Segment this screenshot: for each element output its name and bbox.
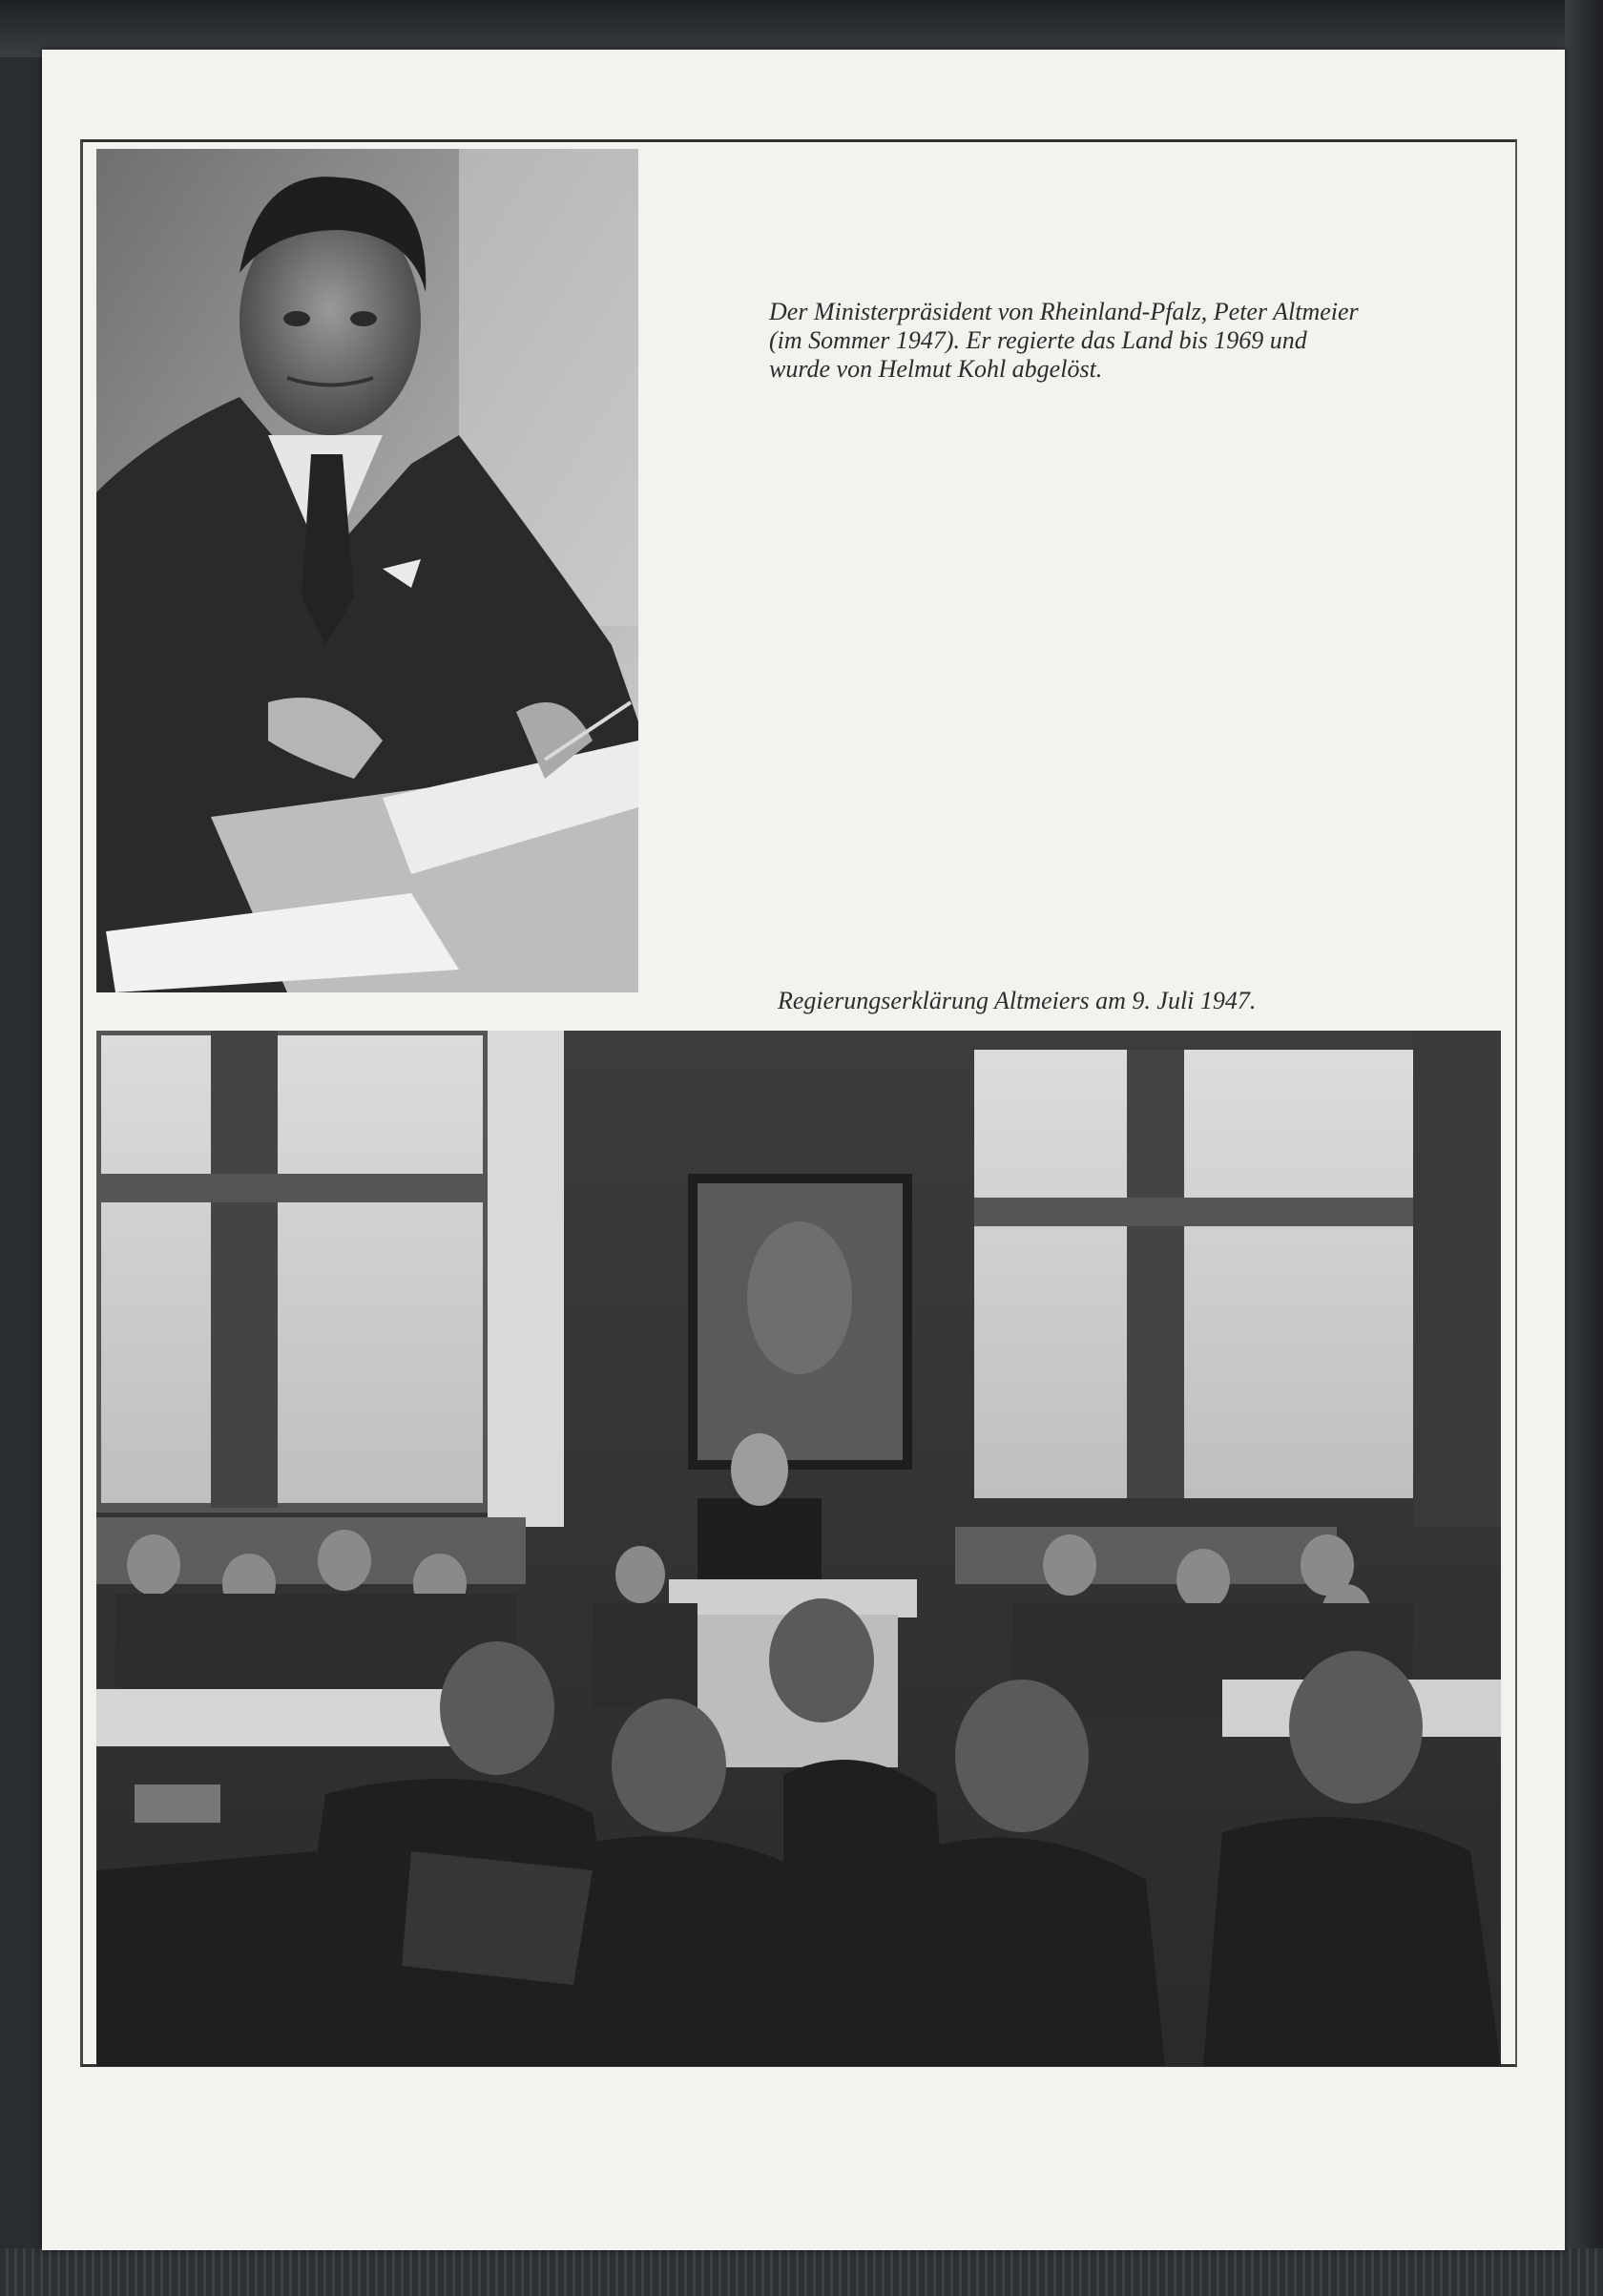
session-caption: Regierungserklärung Altmeiers am 9. Juli 1947. (778, 987, 1257, 1014)
album-page-edge-right (1565, 0, 1603, 2296)
portrait-caption: Der Ministerpräsident von Rheinland-Pfalz, Peter Altmeier (im Sommer 1947). Er regierte das Land bis 1969 und wurde von Helmut Kohl abgelöst. (769, 298, 1359, 383)
parliament-session-photo (96, 1031, 1501, 2066)
portrait-photo (96, 149, 638, 992)
album-page-edge-top (0, 0, 1603, 57)
album-page-edge-bottom (0, 2248, 1603, 2296)
